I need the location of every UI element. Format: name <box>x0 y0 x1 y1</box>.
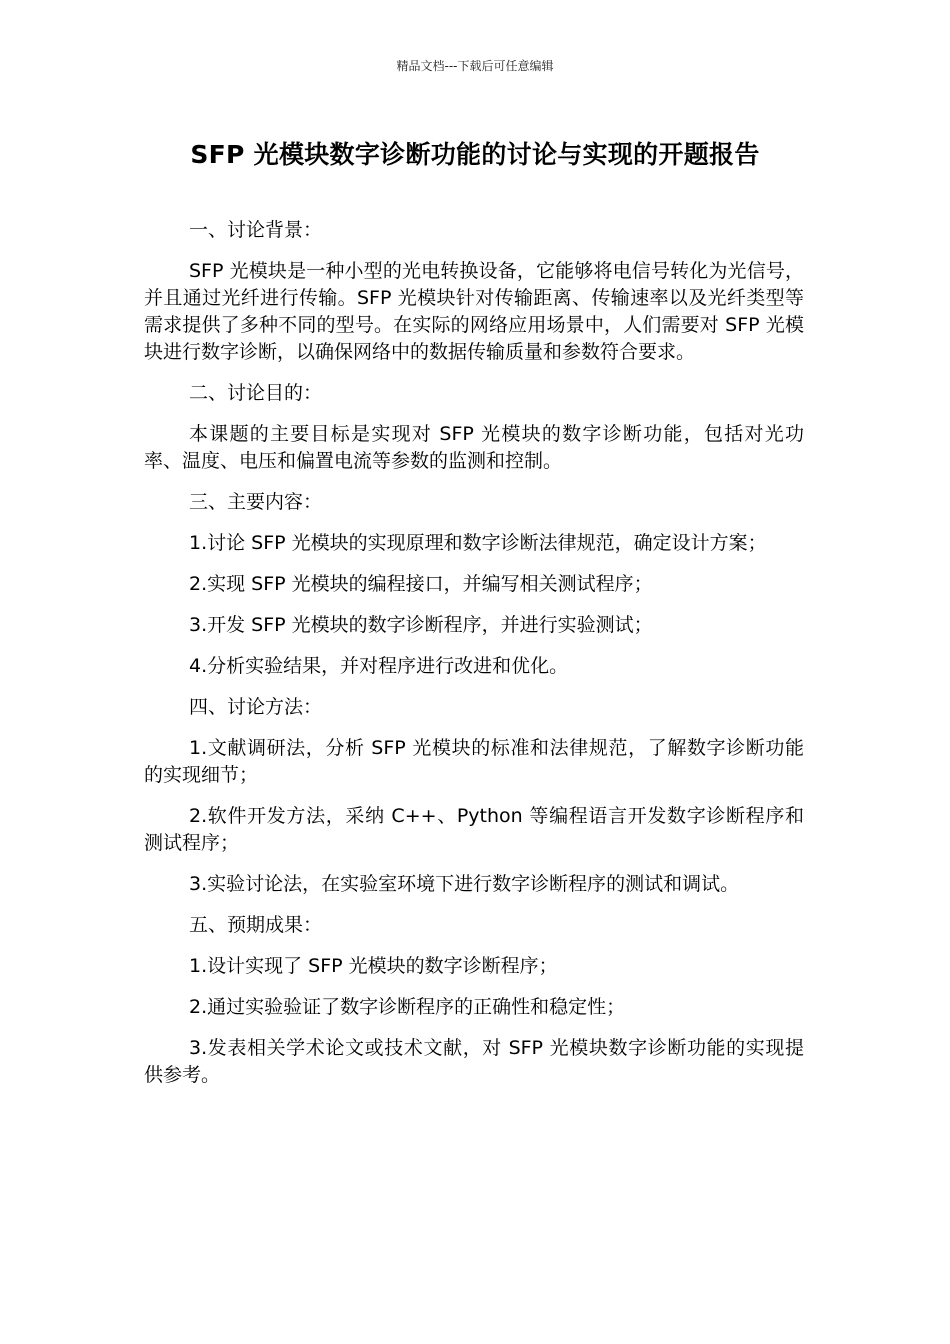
section-heading-outcomes: 五、预期成果： <box>189 914 323 936</box>
paragraph-background: SFP 光模块是一种小型的光电转换设备，它能够将电信号转化为光信号，并且通过光纤进行传输。SFP 光模块针对传输距离、传输速率以及光纤类型等需求提供了多种不同的型号。在实际的网络应用场景中，人们需要对 SFP 光模块进行数字诊断，以确保网络中的数据传输质量和参数符合要求。 <box>144 260 804 363</box>
list-item-content-4: 4.分析实验结果，并对程序进行改进和优化。 <box>189 655 569 677</box>
header-note: 精品文档---下载后可任意编辑 <box>396 59 554 73</box>
document-body <box>144 217 804 1103</box>
list-item-method-1: 1.文献调研法，分析 SFP 光模块的标准和法律规范，了解数字诊断功能的实现细节； <box>144 737 804 786</box>
document-title: SFP 光模块数字诊断功能的讨论与实现的开题报告 <box>190 140 760 169</box>
list-item-outcome-1: 1.设计实现了 SFP 光模块的数字诊断程序； <box>189 955 558 977</box>
section-heading-content: 三、主要内容： <box>189 491 323 513</box>
list-item-content-2: 2.实现 SFP 光模块的编程接口，并编写相关测试程序； <box>189 573 653 595</box>
paragraph-purpose: 本课题的主要目标是实现对 SFP 光模块的数字诊断功能，包括对光功率、温度、电压和偏置电流等参数的监测和控制。 <box>144 423 804 472</box>
section-heading-methods: 四、讨论方法： <box>189 696 323 718</box>
list-item-content-1: 1.讨论 SFP 光模块的实现原理和数字诊断法律规范，确定设计方案； <box>189 532 767 554</box>
list-item-content-3: 3.开发 SFP 光模块的数字诊断程序，并进行实验测试； <box>189 614 653 636</box>
section-heading-purpose: 二、讨论目的： <box>189 382 323 404</box>
list-item-method-3: 3.实验讨论法，在实验室环境下进行数字诊断程序的测试和调试。 <box>189 873 740 895</box>
list-item-method-2: 2.软件开发方法，采纳 C++、Python 等编程语言开发数字诊断程序和测试程序； <box>144 805 804 854</box>
list-item-outcome-2: 2.通过实验验证了数字诊断程序的正确性和稳定性； <box>189 996 626 1018</box>
section-heading-background: 一、讨论背景： <box>189 219 323 241</box>
list-item-outcome-3: 3.发表相关学术论文或技术文献，对 SFP 光模块数字诊断功能的实现提供参考。 <box>144 1037 804 1086</box>
